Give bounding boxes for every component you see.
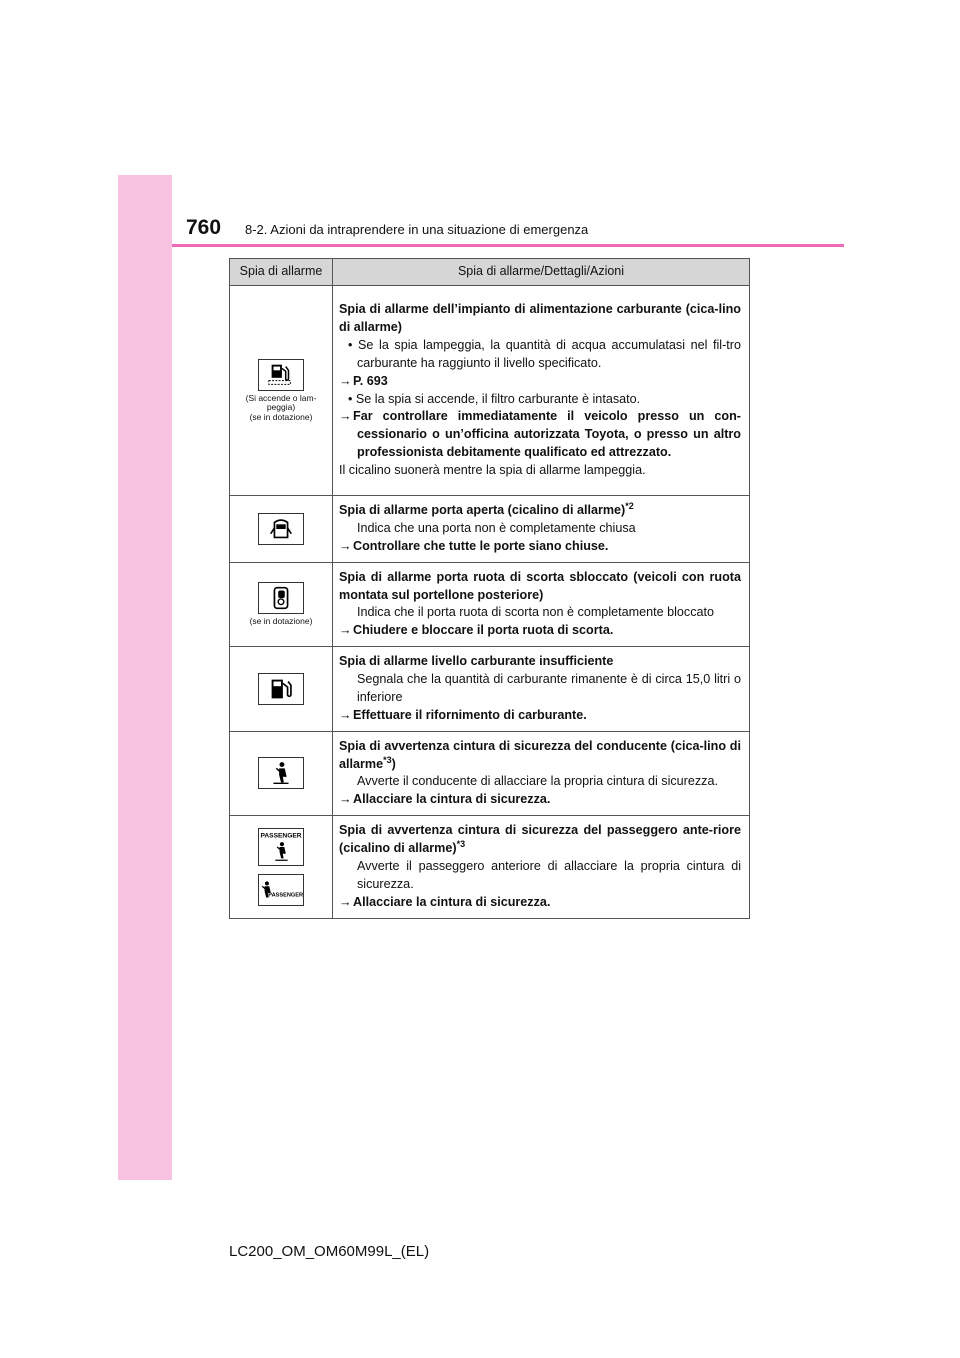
row-title-end: )	[391, 756, 396, 771]
description-text: Indica che una porta non è completamente chiusa	[357, 520, 636, 535]
table-row	[230, 562, 750, 647]
details-cell	[333, 647, 750, 732]
row-title: Spia di avvertenza cintura di sicurezza del passeggero ante-riore (cicalino di allarme)	[339, 823, 741, 855]
table-row	[230, 816, 750, 918]
action-text: Far controllare immediatamente il veicolo presso un con-cessionario o un’officina autorizzata Toyota, o presso un altro professionista debitamente qualificato ed attrezzato.	[353, 409, 741, 460]
description-text: Avverte il conducente di allacciare la propria cintura di sicurezza.	[357, 774, 718, 789]
action-text: Effettuare il rifornimento di carburante.	[353, 707, 587, 722]
column-header-light: Spia di allarme	[230, 259, 333, 286]
icon-cell	[230, 647, 333, 732]
row-title: Spia di allarme livello carburante insufficiente	[339, 654, 614, 669]
column-header-details: Spia di allarme/Dettagli/Azioni	[333, 259, 750, 286]
icon-note: (se in dotazione)	[249, 616, 313, 627]
table-row	[230, 496, 750, 563]
page-reference-link[interactable]: P. 693	[353, 373, 388, 388]
arrow-icon: →	[339, 792, 352, 807]
icon-cell	[230, 562, 333, 647]
bullet-text: • Se la spia si accende, il filtro carburante è intasato.	[348, 391, 641, 406]
section-title: 8-2. Azioni da intraprendere in una situazione di emergenza	[245, 222, 589, 237]
arrow-icon: →	[339, 894, 352, 909]
row-title: Spia di allarme dell’impianto di alimentazione carburante (cica-lino di allarme)	[339, 302, 741, 334]
action-text: Chiudere e bloccare il porta ruota di scorta.	[353, 623, 614, 638]
table-header-row	[230, 259, 750, 286]
arrow-icon: →	[339, 409, 352, 424]
arrow-icon: →	[339, 623, 352, 638]
side-band	[118, 175, 172, 1180]
icon-cell	[230, 286, 333, 496]
passenger-seatbelt-icon	[258, 828, 304, 866]
details-cell	[333, 496, 750, 563]
description-text: Segnala che la quantità di carburante rimanente è di circa 15,0 litri o inferiore	[357, 672, 741, 704]
action-text: Allacciare la cintura di sicurezza.	[353, 792, 551, 807]
header-rule	[172, 244, 844, 247]
details-cell	[333, 816, 750, 918]
arrow-icon: →	[339, 707, 352, 722]
icon-cell	[230, 496, 333, 563]
passenger-label: PASSENGER	[268, 892, 303, 899]
description-text: Avverte il passeggero anteriore di allacciare la propria cintura di sicurezza.	[357, 858, 741, 891]
icon-note: (se in dotazione)	[249, 411, 313, 422]
footnote-marker: *2	[625, 500, 634, 511]
icon-cell	[230, 816, 333, 918]
footnote-marker: *3	[456, 838, 466, 849]
action-text: Allacciare la cintura di sicurezza.	[353, 894, 551, 909]
page-number: 760	[186, 216, 222, 239]
arrow-icon: →	[339, 538, 352, 553]
door-open-icon	[258, 513, 304, 545]
details-cell	[333, 562, 750, 647]
driver-seatbelt-icon	[258, 757, 304, 789]
note-text: Il cicalino suonerà mentre la spia di allarme lampeggia.	[339, 463, 646, 477]
warning-light-table	[229, 258, 750, 919]
action-text: Controllare che tutte le porte siano chiuse.	[353, 538, 609, 553]
icon-cell	[230, 731, 333, 816]
low-fuel-icon	[258, 673, 304, 705]
fuel-filter-water-icon	[258, 359, 304, 391]
row-title: Spia di allarme porta ruota di scorta sbloccato (veicoli con ruota montata sul portellone posteriore)	[339, 569, 741, 602]
table-row	[230, 286, 750, 496]
passenger-seatbelt-icon	[258, 874, 304, 906]
row-title: Spia di allarme porta aperta (cicalino di allarme)	[339, 503, 626, 517]
row-title: Spia di avvertenza cintura di sicurezza del conducente (cica-lino di allarme	[339, 738, 741, 771]
table-row	[230, 731, 750, 816]
table-row	[230, 647, 750, 732]
spare-tire-carrier-icon	[258, 582, 304, 614]
icon-note: peggia)	[266, 402, 296, 413]
details-cell	[333, 286, 750, 496]
bullet-text: • Se la spia lampeggia, la quantità di acqua accumulatasi nel fil-tro carburante ha raggiunto il livello specificato.	[348, 337, 741, 370]
footnote-marker: *3	[383, 754, 392, 765]
details-cell	[333, 731, 750, 816]
document-code: LC200_OM_OM60M99L_(EL)	[229, 1243, 430, 1260]
description-text: Indica che il porta ruota di scorta non è completamente bloccato	[357, 605, 715, 620]
icon-note: (Si accende o lam-	[245, 392, 317, 403]
passenger-label: PASSENGER	[260, 832, 302, 840]
arrow-icon: →	[339, 373, 352, 388]
